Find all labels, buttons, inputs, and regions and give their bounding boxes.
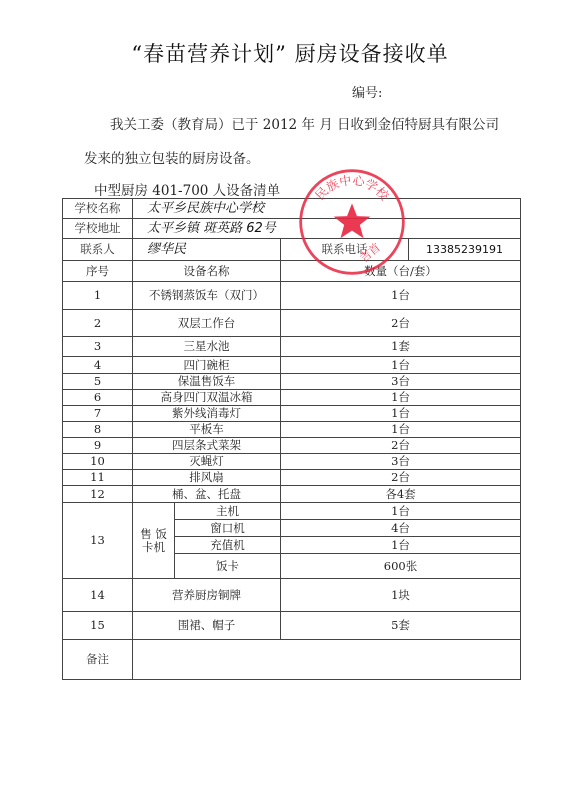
item-qty: 各4套 bbox=[281, 486, 521, 503]
item-qty: 1台 bbox=[281, 357, 521, 374]
item13-sub-name: 窗口机 bbox=[175, 520, 281, 537]
item-qty: 2台 bbox=[281, 438, 521, 454]
item-no: 1 bbox=[63, 282, 133, 310]
table-header-row bbox=[63, 261, 521, 282]
contact-row bbox=[63, 239, 521, 261]
table-row bbox=[63, 612, 521, 640]
item13-sub-name: 充值机 bbox=[175, 537, 281, 554]
item-name: 双层工作台 bbox=[133, 310, 281, 337]
item-no: 11 bbox=[63, 470, 133, 486]
phone-label: 联系电话 bbox=[281, 239, 409, 261]
item-name: 保温售饭车 bbox=[133, 374, 281, 390]
item-no: 2 bbox=[63, 310, 133, 337]
table-row bbox=[63, 454, 521, 470]
school-name-label: 学校名称 bbox=[63, 199, 133, 219]
school-address-label: 学校地址 bbox=[63, 219, 133, 239]
item-name: 排风扇 bbox=[133, 470, 281, 486]
item-name: 灭蝇灯 bbox=[133, 454, 281, 470]
item-name: 三星水池 bbox=[133, 337, 281, 357]
equipment-list-title: 中型厨房 401-700 人设备清单 bbox=[94, 183, 281, 199]
item-no: 3 bbox=[63, 337, 133, 357]
table-row bbox=[63, 357, 521, 374]
table-row bbox=[63, 438, 521, 454]
item-qty: 5套 bbox=[281, 612, 521, 640]
item13-sub-name: 饭卡 bbox=[175, 554, 281, 579]
item-qty: 1台 bbox=[281, 422, 521, 438]
item-name: 紫外线消毒灯 bbox=[133, 406, 281, 422]
item-no: 8 bbox=[63, 422, 133, 438]
item-no: 10 bbox=[63, 454, 133, 470]
item-qty: 1台 bbox=[281, 406, 521, 422]
item-no: 14 bbox=[63, 579, 133, 612]
table-row bbox=[63, 406, 521, 422]
table-row bbox=[63, 470, 521, 486]
item13-sub-qty: 1台 bbox=[281, 537, 521, 554]
item13-group-label-line2: 卡机 bbox=[142, 539, 165, 554]
item-name: 营养厨房铜牌 bbox=[133, 579, 281, 612]
item-name: 不锈钢蒸饭车（双门） bbox=[133, 282, 281, 310]
school-name-value: 太平乡民族中心学校 bbox=[133, 199, 521, 219]
item-no: 9 bbox=[63, 438, 133, 454]
table-row bbox=[63, 422, 521, 438]
col-header-name: 设备名称 bbox=[133, 261, 281, 282]
item-name: 四门碗柜 bbox=[133, 357, 281, 374]
item-qty: 1台 bbox=[281, 282, 521, 310]
table-row bbox=[63, 579, 521, 612]
item-qty: 2台 bbox=[281, 310, 521, 337]
table-row bbox=[63, 282, 521, 310]
table-row bbox=[63, 390, 521, 406]
item-qty: 2台 bbox=[281, 470, 521, 486]
document-title: “春苗营养计划” 厨房设备接收单 bbox=[131, 42, 449, 66]
item13-sub-qty: 600张 bbox=[281, 554, 521, 579]
col-header-qty: 数量（台/套） bbox=[281, 261, 521, 282]
item-name: 平板车 bbox=[133, 422, 281, 438]
receipt-table bbox=[62, 198, 521, 680]
school-address-value: 太平乡镇 斑英路 62号 bbox=[133, 219, 521, 239]
remarks-label: 备注 bbox=[63, 640, 133, 680]
phone-value: 13385239191 bbox=[409, 239, 521, 261]
item-qty: 1套 bbox=[281, 337, 521, 357]
item13-group-label-line1: 售 饭 bbox=[140, 527, 167, 542]
school-address-row bbox=[63, 219, 521, 239]
remarks-value bbox=[133, 640, 521, 680]
table-row bbox=[63, 374, 521, 390]
item-qty: 3台 bbox=[281, 374, 521, 390]
item-no: 4 bbox=[63, 357, 133, 374]
item-qty: 3台 bbox=[281, 454, 521, 470]
remarks-row bbox=[63, 640, 521, 680]
seal-ring-text: 民族中心学校 bbox=[312, 173, 392, 203]
item-no: 15 bbox=[63, 612, 133, 640]
item-no: 12 bbox=[63, 486, 133, 503]
item-no: 6 bbox=[63, 390, 133, 406]
item-no: 7 bbox=[63, 406, 133, 422]
contact-label: 联系人 bbox=[63, 239, 133, 261]
item-name: 高身四门双温冰箱 bbox=[133, 390, 281, 406]
seal-bottom-text: 吉首 bbox=[357, 240, 384, 266]
table-row bbox=[63, 337, 521, 357]
item-name: 围裙、帽子 bbox=[133, 612, 281, 640]
item-no: 5 bbox=[63, 374, 133, 390]
item-qty: 1台 bbox=[281, 390, 521, 406]
col-header-no: 序号 bbox=[63, 261, 133, 282]
table-row-13 bbox=[63, 503, 521, 520]
school-name-row bbox=[63, 199, 521, 219]
doc-number-label: 编号: bbox=[352, 86, 383, 101]
item-name: 桶、盆、托盘 bbox=[133, 486, 281, 503]
item-name: 四层条式菜架 bbox=[133, 438, 281, 454]
item13-sub-name: 主机 bbox=[175, 503, 281, 520]
item13-sub-qty: 1台 bbox=[281, 503, 521, 520]
intro-line-2: 发来的独立包装的厨房设备。 bbox=[84, 151, 260, 167]
item13-group-label bbox=[133, 503, 175, 579]
contact-value: 缪华民 bbox=[133, 239, 281, 261]
item-qty: 1块 bbox=[281, 579, 521, 612]
table-row bbox=[63, 310, 521, 337]
table-row bbox=[63, 486, 521, 503]
intro-line-1: 我关工委（教育局）已于 2012 年 月 日收到金佰特厨具有限公司 bbox=[110, 117, 500, 133]
item13-sub-qty: 4台 bbox=[281, 520, 521, 537]
item-no: 13 bbox=[63, 503, 133, 579]
